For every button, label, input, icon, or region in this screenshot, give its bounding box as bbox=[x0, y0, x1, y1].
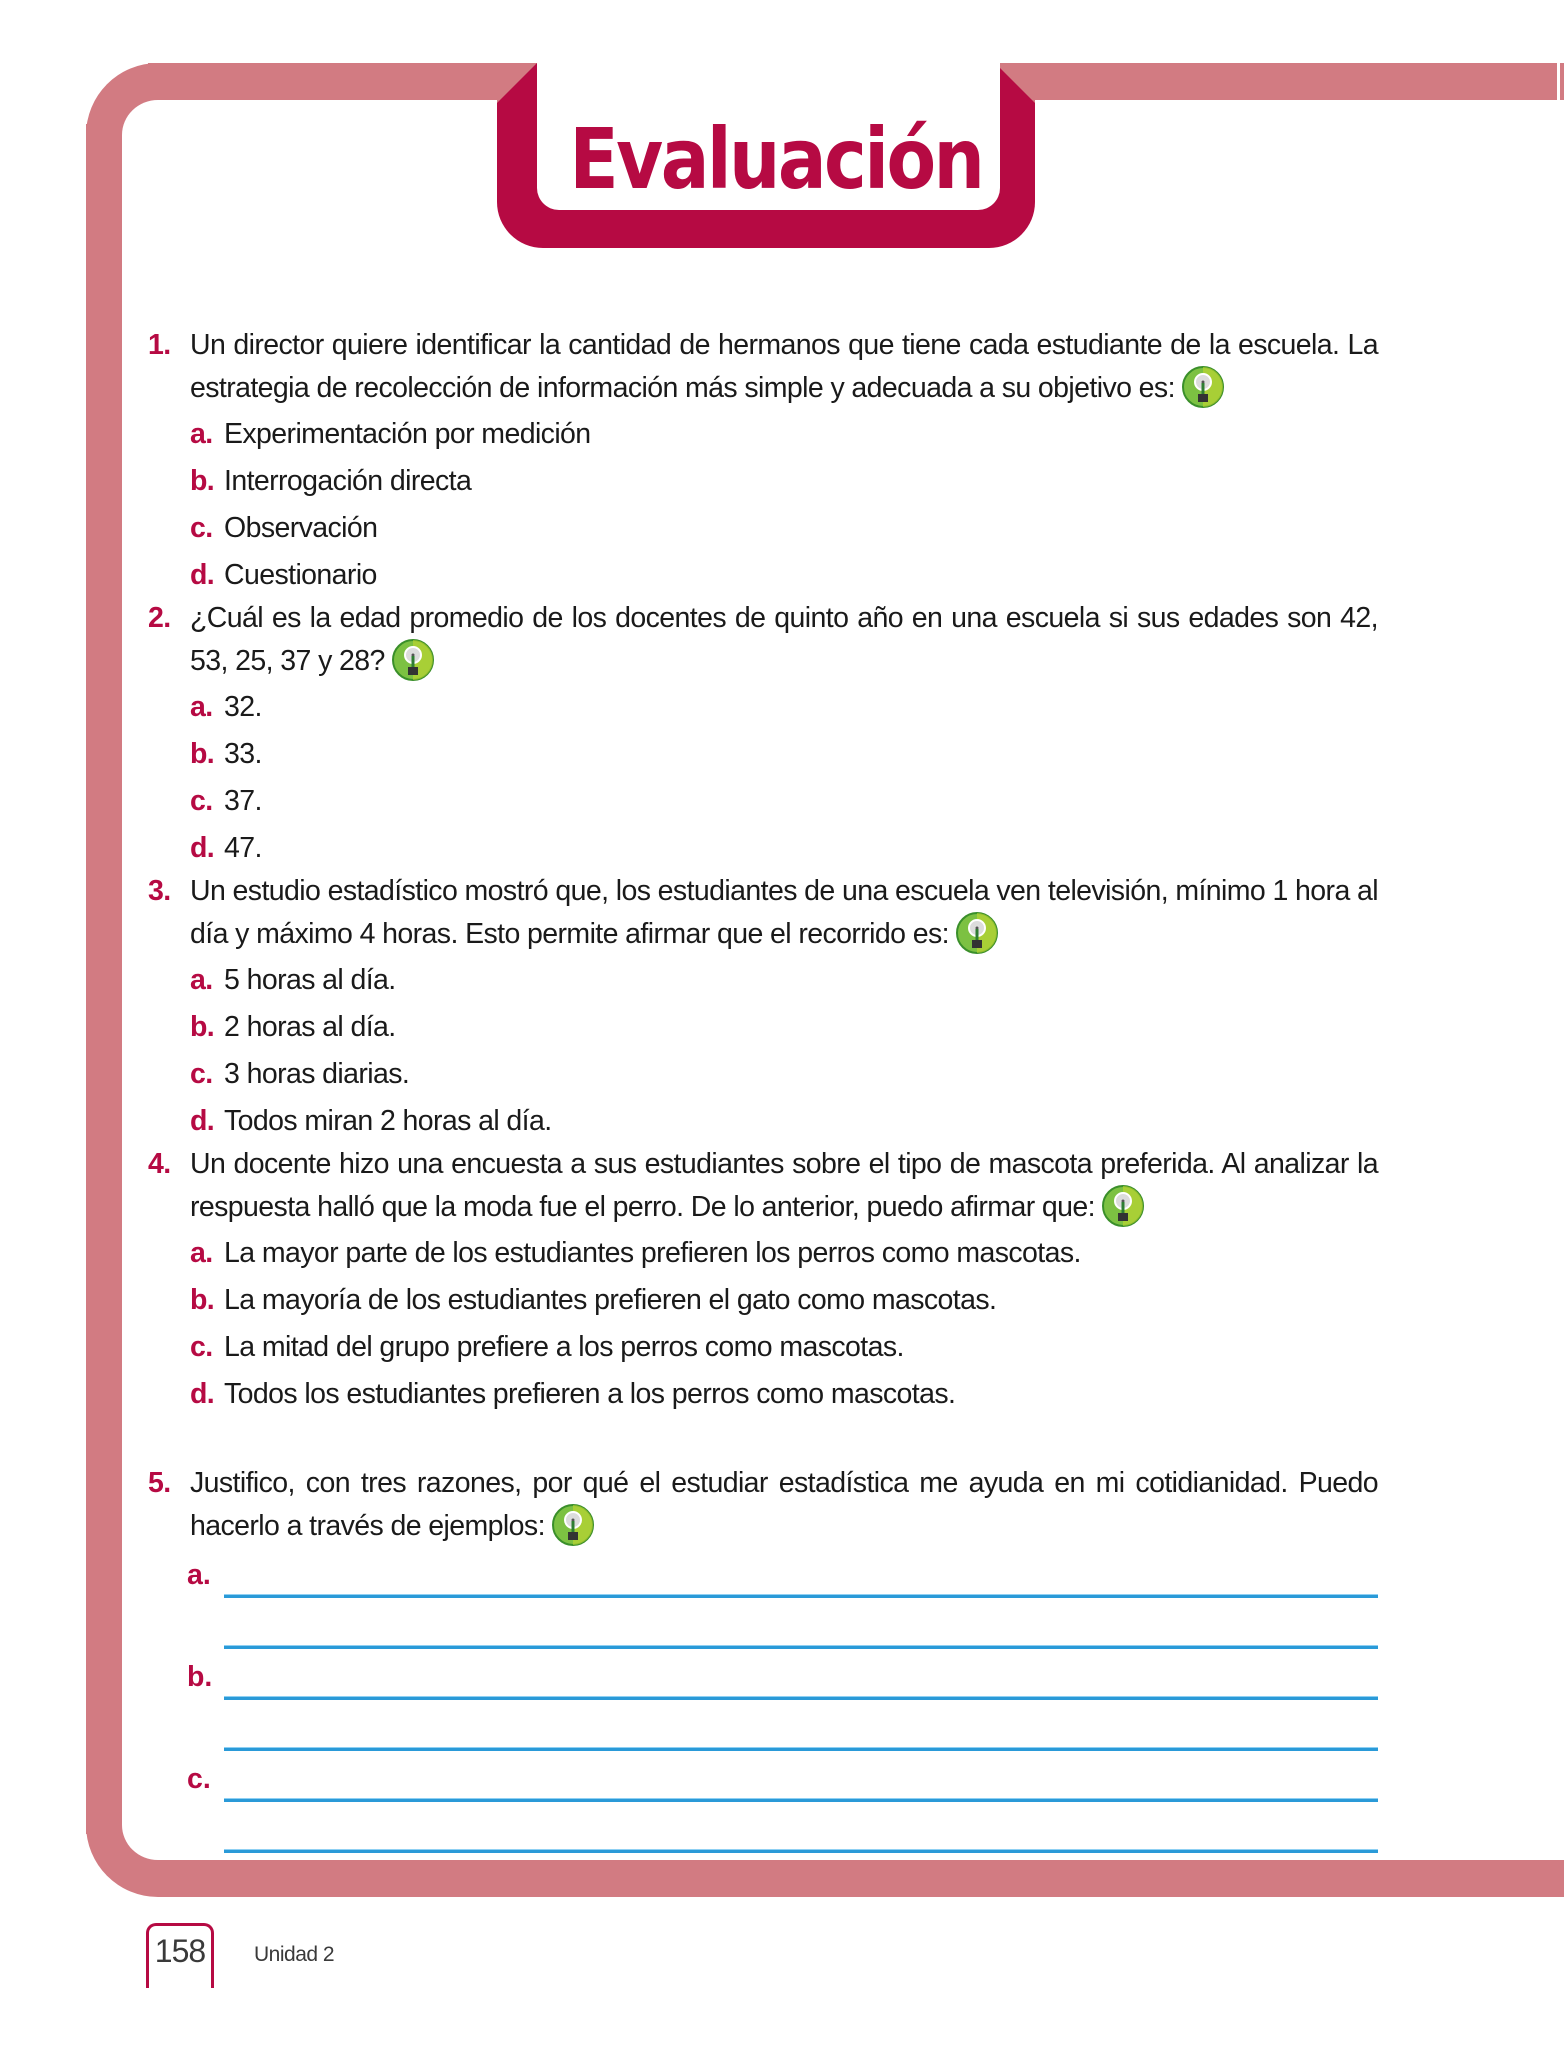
question-stem: Un docente hizo una encuesta a sus estudiantes sobre el tipo de mascota preferida. Al analizar la respuesta halló que la moda fue el perro. De lo anterior, puedo afirmar que: bbox=[190, 1145, 1378, 1228]
option-a[interactable]: a. Experimentación por medición bbox=[190, 418, 591, 450]
title-tab bbox=[497, 63, 1035, 248]
answer-line[interactable] bbox=[224, 1849, 1378, 1853]
answer-c-line-2[interactable] bbox=[148, 1808, 1378, 1859]
option-a[interactable]: a. 5 horas al día. bbox=[190, 964, 396, 996]
option-a[interactable]: a. La mayor parte de los estudiantes prefieren los perros como mascotas. bbox=[190, 1237, 1081, 1269]
answer-c-line-1[interactable]: c. bbox=[148, 1757, 1378, 1808]
answer-b-line-2[interactable] bbox=[148, 1706, 1378, 1757]
lightbulb-icon[interactable] bbox=[551, 1503, 595, 1547]
question-stem: Justifico, con tres razones, por qué el estudiar estadística me ayuda en mi cotidianidad. Puedo hacerlo a través de ejemplos: bbox=[190, 1464, 1378, 1547]
question-number: 5. bbox=[148, 1467, 171, 1499]
lightbulb-icon[interactable] bbox=[1101, 1184, 1145, 1228]
question-3 bbox=[148, 872, 1378, 1145]
option-c[interactable]: c. La mitad del grupo prefiere a los perros como mascotas. bbox=[190, 1331, 904, 1363]
question-2 bbox=[148, 599, 1378, 872]
option-b[interactable]: b. La mayoría de los estudiantes prefieren el gato como mascotas. bbox=[190, 1284, 997, 1316]
answer-line[interactable] bbox=[224, 1798, 1378, 1802]
answer-line[interactable] bbox=[224, 1645, 1378, 1649]
options-list bbox=[190, 1230, 1378, 1418]
question-number: 4. bbox=[148, 1148, 171, 1180]
option-b[interactable]: b. Interrogación directa bbox=[190, 465, 472, 497]
options-list bbox=[190, 684, 1378, 872]
option-d[interactable]: d. Todos los estudiantes prefieren a los perros como mascotas. bbox=[190, 1378, 956, 1410]
frame-left-bar bbox=[86, 124, 122, 1834]
question-5 bbox=[148, 1464, 1378, 1547]
option-d[interactable]: d. Todos miran 2 horas al día. bbox=[190, 1105, 552, 1137]
answer-b-line-1[interactable]: b. bbox=[148, 1655, 1378, 1706]
question-stem: ¿Cuál es la edad promedio de los docentes de quinto año en una escuela si sus edades son 42, 53, 25, 37 y 28? bbox=[190, 599, 1378, 682]
options-list bbox=[190, 411, 1378, 599]
option-a[interactable]: a. 32. bbox=[190, 691, 262, 723]
page-number-box bbox=[146, 1923, 214, 1988]
question-1 bbox=[148, 326, 1378, 599]
title-tab-inner bbox=[537, 63, 1000, 210]
option-c[interactable]: c. Observación bbox=[190, 512, 378, 544]
option-b[interactable]: b. 2 horas al día. bbox=[190, 1011, 396, 1043]
lightbulb-icon[interactable] bbox=[1181, 365, 1225, 409]
question-number: 1. bbox=[148, 329, 171, 361]
page-number: 158 bbox=[154, 1933, 206, 1969]
question-number: 3. bbox=[148, 875, 171, 907]
unit-label: Unidad 2 bbox=[254, 1943, 335, 1966]
option-d[interactable]: d. Cuestionario bbox=[190, 559, 377, 591]
title-tab-fold-left bbox=[497, 63, 537, 103]
page-title: Evaluación bbox=[569, 110, 983, 208]
question-stem: Un estudio estadístico mostró que, los estudiantes de una escuela ven televisión, mínimo 1 hora al día y máximo 4 horas. Esto permite afirmar que el recorrido es: bbox=[190, 872, 1378, 955]
question-4 bbox=[148, 1145, 1378, 1418]
title-tab-fold-right bbox=[995, 63, 1035, 103]
option-c[interactable]: c. 3 horas diarias. bbox=[190, 1058, 410, 1090]
option-b[interactable]: b. 33. bbox=[190, 738, 262, 770]
answer-lines bbox=[148, 1553, 1378, 1859]
lightbulb-icon[interactable] bbox=[955, 911, 999, 955]
answer-line[interactable] bbox=[224, 1696, 1378, 1700]
lightbulb-icon[interactable] bbox=[391, 638, 435, 682]
answer-a-line-1[interactable]: a. bbox=[148, 1553, 1378, 1604]
frame-bottom-bar bbox=[190, 1860, 1564, 1897]
question-stem: Un director quiere identificar la cantidad de hermanos que tiene cada estudiante de la escuela. La estrategia de recolección de información más simple y adecuada a su objetivo es: bbox=[190, 326, 1378, 409]
answer-line[interactable] bbox=[224, 1747, 1378, 1751]
option-c[interactable]: c. 37. bbox=[190, 785, 262, 817]
options-list bbox=[190, 957, 1378, 1145]
answer-a-line-2[interactable] bbox=[148, 1604, 1378, 1655]
answer-line[interactable] bbox=[224, 1594, 1378, 1598]
questions-list bbox=[148, 326, 1378, 1859]
frame-edge-gap bbox=[1557, 63, 1560, 100]
option-d[interactable]: d. 47. bbox=[190, 832, 262, 864]
question-number: 2. bbox=[148, 602, 171, 634]
